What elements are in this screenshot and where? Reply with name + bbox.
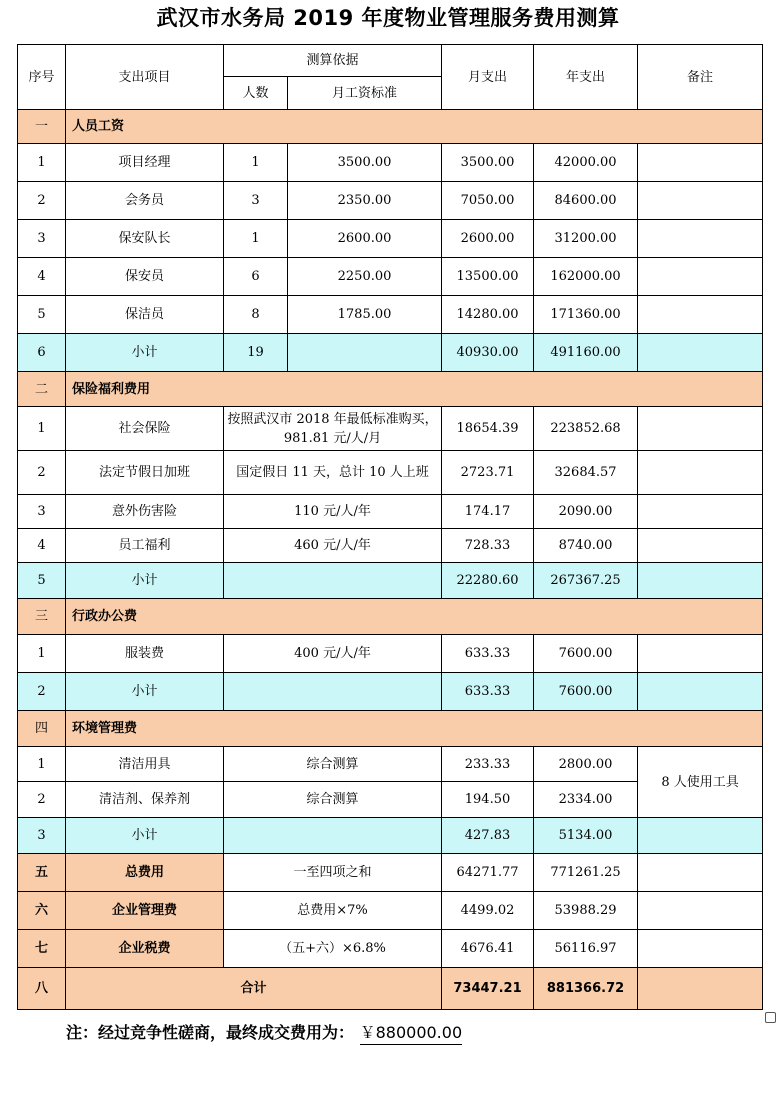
table-row xyxy=(18,220,763,258)
cell-yearly: 2800.00 xyxy=(534,747,638,782)
cell-no: 1 xyxy=(18,747,66,782)
cell-no: 3 xyxy=(18,220,66,258)
cell-item: 小计 xyxy=(66,818,224,854)
cell-no: 4 xyxy=(18,258,66,296)
cell-remark xyxy=(638,334,763,372)
section-no: 二 xyxy=(18,372,66,407)
table-row xyxy=(18,529,763,563)
cell-remark xyxy=(638,930,763,968)
header-monthly: 月支出 xyxy=(442,45,534,110)
subtotal-row xyxy=(18,334,763,372)
cell-no: 1 xyxy=(18,144,66,182)
cell-monthly: 73447.21 xyxy=(442,968,534,1010)
section-no: 一 xyxy=(18,110,66,144)
header-people: 人数 xyxy=(224,77,288,110)
cell-item: 保洁员 xyxy=(66,296,224,334)
cell-basis: 综合测算 xyxy=(224,747,442,782)
cell-yearly: 56116.97 xyxy=(534,930,638,968)
cell-yearly: 32684.57 xyxy=(534,451,638,495)
cell-monthly: 4499.02 xyxy=(442,892,534,930)
cell-no: 6 xyxy=(18,334,66,372)
subtotal-row xyxy=(18,563,763,599)
cell-no: 1 xyxy=(18,407,66,451)
table-row xyxy=(18,451,763,495)
cell-item: 社会保险 xyxy=(66,407,224,451)
cell-no: 2 xyxy=(18,673,66,711)
cost-table xyxy=(17,44,763,1010)
cell-remark xyxy=(638,892,763,930)
cell-remark xyxy=(638,495,763,529)
table-row xyxy=(18,144,763,182)
cell-remark xyxy=(638,296,763,334)
cell-remark xyxy=(638,635,763,673)
cell-remark xyxy=(638,258,763,296)
cell-monthly: 174.17 xyxy=(442,495,534,529)
total-row xyxy=(18,892,763,930)
cell-monthly: 3500.00 xyxy=(442,144,534,182)
subtotal-row xyxy=(18,818,763,854)
cell-no: 2 xyxy=(18,182,66,220)
cell-no: 七 xyxy=(18,930,66,968)
cell-remark xyxy=(638,563,763,599)
total-row xyxy=(18,930,763,968)
cell-item: 清洁用具 xyxy=(66,747,224,782)
cell-no: 1 xyxy=(18,635,66,673)
cell-monthly: 2600.00 xyxy=(442,220,534,258)
section-title: 保险福利费用 xyxy=(66,372,763,407)
table-row xyxy=(18,407,763,451)
grand-total-row xyxy=(18,968,763,1010)
cell-basis: 一至四项之和 xyxy=(224,854,442,892)
cell-basis xyxy=(224,818,442,854)
cell-yearly: 771261.25 xyxy=(534,854,638,892)
cell-item: 会务员 xyxy=(66,182,224,220)
cell-no: 六 xyxy=(18,892,66,930)
cell-no: 4 xyxy=(18,529,66,563)
cell-yearly: 84600.00 xyxy=(534,182,638,220)
checkbox-icon[interactable] xyxy=(765,1012,776,1023)
final-amount: ￥880000.00 xyxy=(360,1023,463,1045)
cell-yearly: 53988.29 xyxy=(534,892,638,930)
cell-no: 2 xyxy=(18,782,66,818)
cell-basis xyxy=(224,673,442,711)
cell-basis: （五+六）×6.8% xyxy=(224,930,442,968)
cell-people: 1 xyxy=(224,220,288,258)
cell-wage: 2250.00 xyxy=(288,258,442,296)
header-item: 支出项目 xyxy=(66,45,224,110)
cell-monthly: 18654.39 xyxy=(442,407,534,451)
cell-item: 保安员 xyxy=(66,258,224,296)
cell-item: 小计 xyxy=(66,673,224,711)
cell-monthly: 427.83 xyxy=(442,818,534,854)
cell-item: 法定节假日加班 xyxy=(66,451,224,495)
cell-no: 2 xyxy=(18,451,66,495)
cell-monthly: 633.33 xyxy=(442,673,534,711)
header-seq: 序号 xyxy=(18,45,66,110)
cell-yearly: 7600.00 xyxy=(534,673,638,711)
cell-wage: 1785.00 xyxy=(288,296,442,334)
cell-people: 19 xyxy=(224,334,288,372)
cell-basis: 400 元/人/年 xyxy=(224,635,442,673)
section-row xyxy=(18,372,763,407)
cell-people: 3 xyxy=(224,182,288,220)
cell-yearly: 881366.72 xyxy=(534,968,638,1010)
table-row xyxy=(18,495,763,529)
cell-wage: 3500.00 xyxy=(288,144,442,182)
cell-yearly: 223852.68 xyxy=(534,407,638,451)
cell-basis: 460 元/人/年 xyxy=(224,529,442,563)
subtotal-row xyxy=(18,673,763,711)
cell-basis: 综合测算 xyxy=(224,782,442,818)
cell-no: 3 xyxy=(18,818,66,854)
cell-basis: 110 元/人/年 xyxy=(224,495,442,529)
cell-yearly: 8740.00 xyxy=(534,529,638,563)
cell-monthly: 13500.00 xyxy=(442,258,534,296)
cell-yearly: 5134.00 xyxy=(534,818,638,854)
cell-wage xyxy=(288,334,442,372)
header-basis: 测算依据 xyxy=(224,45,442,77)
cell-basis: 国定假日 11 天，总计 10 人上班 xyxy=(224,451,442,495)
footnote xyxy=(66,1020,462,1043)
cell-monthly: 728.33 xyxy=(442,529,534,563)
cell-basis: 总费用×7% xyxy=(224,892,442,930)
table-row xyxy=(18,258,763,296)
section-no: 四 xyxy=(18,711,66,747)
cell-remark: 8 人使用工具 xyxy=(638,747,763,818)
cell-remark xyxy=(638,854,763,892)
cell-remark xyxy=(638,818,763,854)
cell-yearly: 162000.00 xyxy=(534,258,638,296)
cell-yearly: 31200.00 xyxy=(534,220,638,258)
cell-item: 清洁剂、保养剂 xyxy=(66,782,224,818)
cell-no: 3 xyxy=(18,495,66,529)
cell-basis: 按照武汉市 2018 年最低标准购买，981.81 元/人/月 xyxy=(224,407,442,451)
cell-monthly: 64271.77 xyxy=(442,854,534,892)
cell-no: 五 xyxy=(18,854,66,892)
section-no: 三 xyxy=(18,599,66,635)
table-row xyxy=(18,635,763,673)
section-title: 人员工资 xyxy=(66,110,763,144)
header-wage: 月工资标准 xyxy=(288,77,442,110)
cell-remark xyxy=(638,220,763,258)
cell-monthly: 4676.41 xyxy=(442,930,534,968)
cell-no: 八 xyxy=(18,968,66,1010)
cell-remark xyxy=(638,968,763,1010)
cell-monthly: 7050.00 xyxy=(442,182,534,220)
cell-item: 意外伤害险 xyxy=(66,495,224,529)
cell-item: 项目经理 xyxy=(66,144,224,182)
cell-no: 5 xyxy=(18,563,66,599)
header-yearly: 年支出 xyxy=(534,45,638,110)
cell-grand-label: 合计 xyxy=(66,968,442,1010)
section-row xyxy=(18,711,763,747)
section-row xyxy=(18,110,763,144)
cell-item: 小计 xyxy=(66,563,224,599)
section-row xyxy=(18,599,763,635)
cell-item: 企业管理费 xyxy=(66,892,224,930)
header-remark: 备注 xyxy=(638,45,763,110)
cell-item: 企业税费 xyxy=(66,930,224,968)
cell-item: 总费用 xyxy=(66,854,224,892)
table-row xyxy=(18,747,763,782)
cell-yearly: 171360.00 xyxy=(534,296,638,334)
footnote-text: 注：经过竞争性磋商，最终成交费用为： xyxy=(66,1023,355,1042)
cell-remark xyxy=(638,144,763,182)
section-title: 环境管理费 xyxy=(66,711,763,747)
cell-item: 小计 xyxy=(66,334,224,372)
cell-remark xyxy=(638,529,763,563)
cell-basis xyxy=(224,563,442,599)
cell-yearly: 7600.00 xyxy=(534,635,638,673)
cell-monthly: 14280.00 xyxy=(442,296,534,334)
cell-monthly: 194.50 xyxy=(442,782,534,818)
cell-remark xyxy=(638,451,763,495)
cell-yearly: 267367.25 xyxy=(534,563,638,599)
cell-monthly: 22280.60 xyxy=(442,563,534,599)
cell-wage: 2600.00 xyxy=(288,220,442,258)
section-title: 行政办公费 xyxy=(66,599,763,635)
cell-people: 8 xyxy=(224,296,288,334)
cell-remark xyxy=(638,182,763,220)
cell-yearly: 491160.00 xyxy=(534,334,638,372)
page-title: 武汉市水务局 2019 年度物业管理服务费用测算 xyxy=(156,6,620,30)
cell-monthly: 633.33 xyxy=(442,635,534,673)
cell-item: 员工福利 xyxy=(66,529,224,563)
cell-people: 6 xyxy=(224,258,288,296)
cell-wage: 2350.00 xyxy=(288,182,442,220)
cell-no: 5 xyxy=(18,296,66,334)
cell-yearly: 2090.00 xyxy=(534,495,638,529)
cell-remark xyxy=(638,407,763,451)
cell-remark xyxy=(638,673,763,711)
table-row xyxy=(18,182,763,220)
cell-monthly: 233.33 xyxy=(442,747,534,782)
cell-yearly: 2334.00 xyxy=(534,782,638,818)
cell-monthly: 40930.00 xyxy=(442,334,534,372)
cell-item: 服装费 xyxy=(66,635,224,673)
total-row xyxy=(18,854,763,892)
cell-people: 1 xyxy=(224,144,288,182)
cell-monthly: 2723.71 xyxy=(442,451,534,495)
cell-item: 保安队长 xyxy=(66,220,224,258)
cell-yearly: 42000.00 xyxy=(534,144,638,182)
table-row xyxy=(18,296,763,334)
